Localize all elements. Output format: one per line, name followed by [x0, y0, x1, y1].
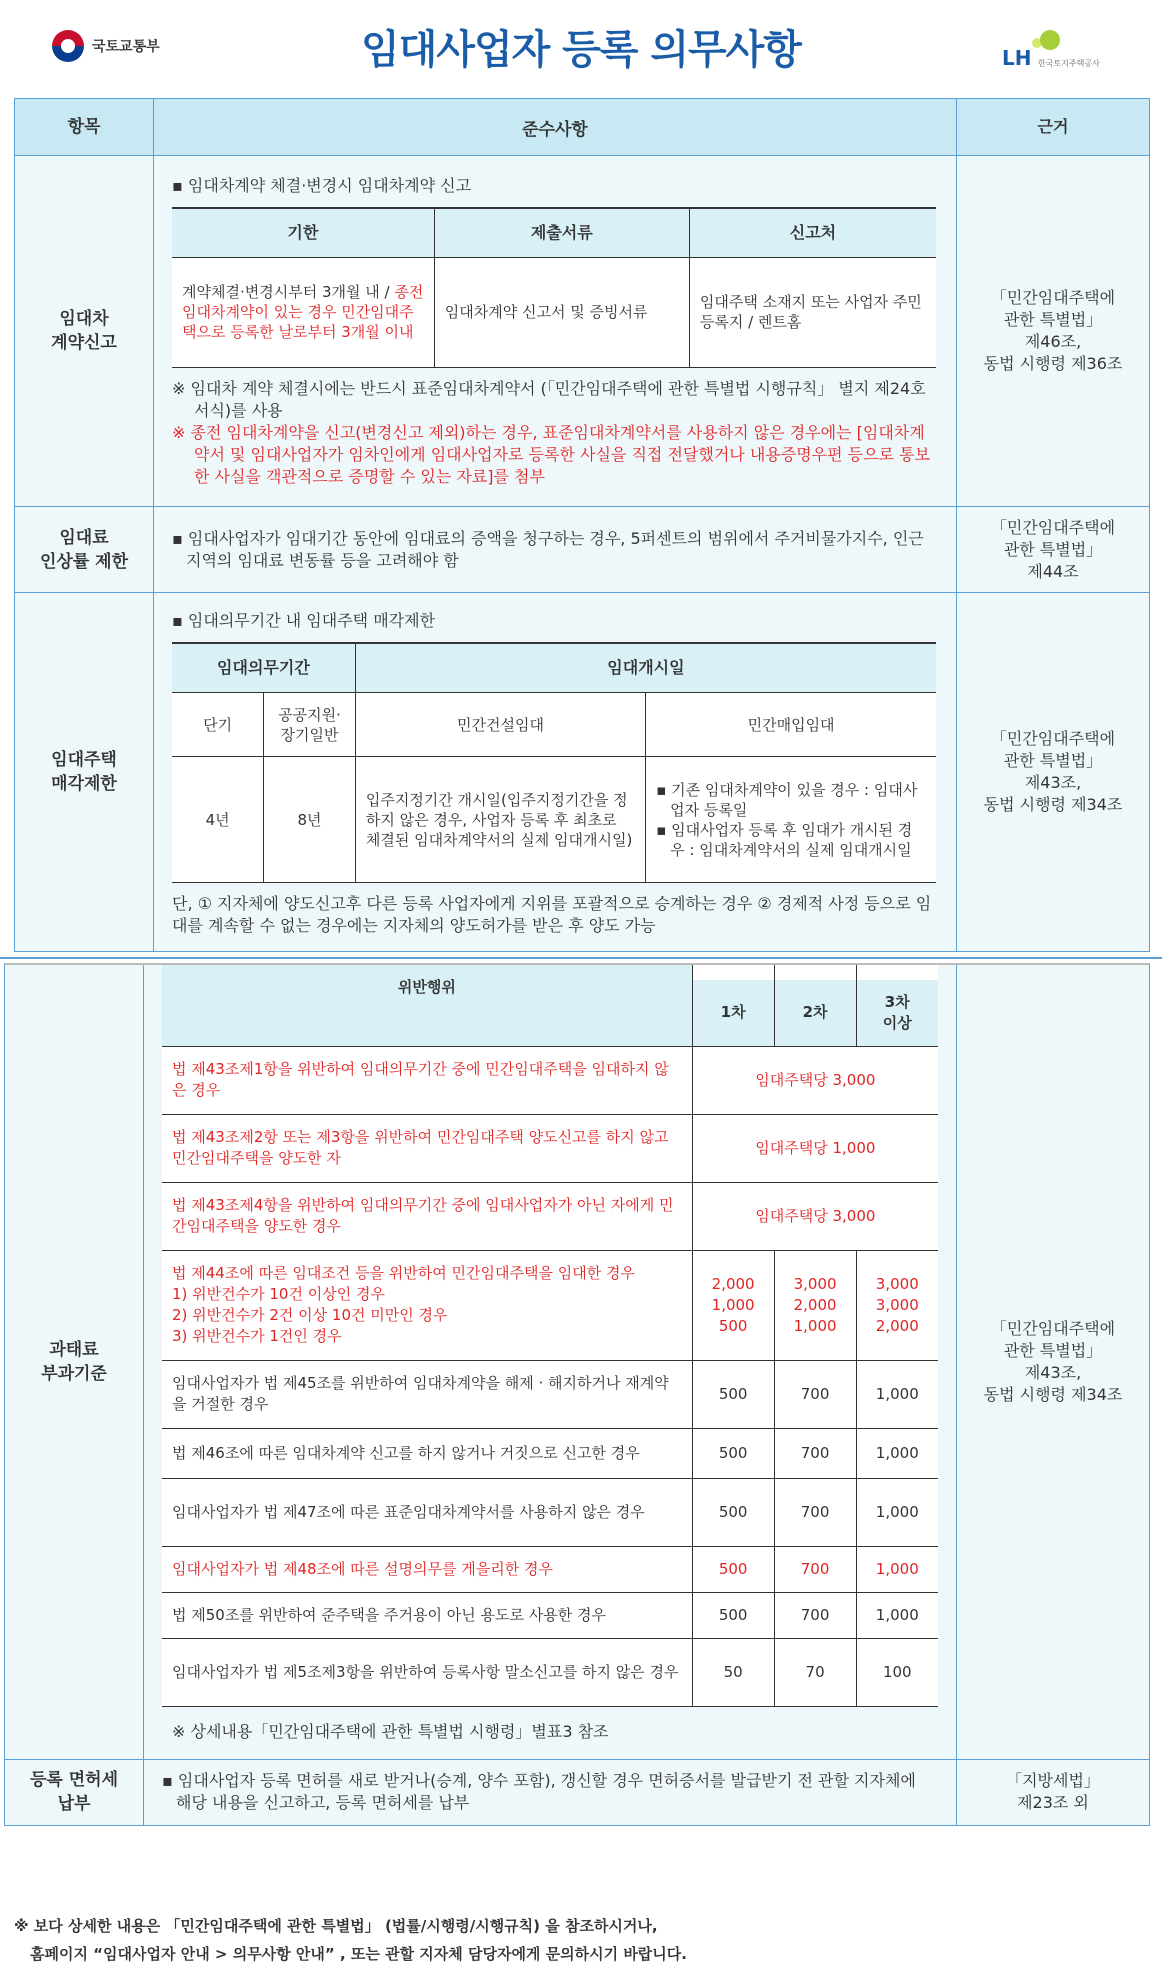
fine-row-merged: 임대주택당 3,000 [692, 1182, 938, 1250]
fine-row [162, 1478, 938, 1546]
fine-row-merged: 임대주택당 3,000 [692, 1046, 938, 1114]
fine-row [162, 1546, 938, 1592]
fine-row-text: 법 제43조제1항을 위반하여 임대의무기간 중에 민간임대주택을 임대하지 않은 경우 [162, 1046, 692, 1114]
lease-report-subtable [172, 207, 936, 368]
fine-row-text: 임대사업자가 법 제48조에 따른 설명의무를 게을리한 경우 [162, 1546, 692, 1592]
fine-row-text: 법 제50조를 위반하여 준주택을 주거용이 아닌 용도로 사용한 경우 [162, 1592, 692, 1638]
fine-row [162, 1046, 938, 1114]
item-fine-criteria: 과태료 부과기준 [5, 965, 144, 1759]
fine-row-2nd: 700 [774, 1592, 856, 1638]
col-header-compliance: 준수사항 [154, 99, 957, 156]
fine-row-1st: 500 [692, 1478, 774, 1546]
fine-row [162, 1182, 938, 1250]
fine-row [162, 1638, 938, 1706]
row-fine-criteria [5, 965, 1149, 1759]
fine-row-3rd: 3,000 3,000 2,000 [856, 1250, 938, 1360]
fine-row [162, 1114, 938, 1182]
item-rent-increase: 임대료 인상률 제한 [15, 507, 154, 593]
deadline-cell: 계약체결·변경시부터 3개월 내 / 종전임대차계약이 있는 경우 민간임대주택으로 등록한 날로부터 3개월 이내 [172, 257, 434, 367]
footer-line-2: 홈페이지 “임대사업자 안내 > 의무사항 안내” , 또는 관할 지자체 담당자에게 문의하시기 바랍니다. [30, 1945, 687, 1963]
fine-header-1st: 1차 [692, 980, 774, 1046]
sub-header-office: 신고처 [689, 208, 936, 258]
fine-row [162, 1428, 938, 1478]
rent-increase-bullet: ▪ 임대사업자가 임대기간 동안에 임대료의 증액을 청구하는 경우, 5퍼센트의 범위에서 주거비물가지수, 인근 지역의 임대료 변동률 등을 고려해야 함 [172, 528, 924, 570]
fine-row-1st: 2,000 1,000 500 [692, 1250, 774, 1360]
sub-header-build: 민간건설임대 [355, 693, 645, 757]
basis-lease-report: 「민간임대주택에 관한 특별법」 제46조, 동법 시행령 제36조 [957, 156, 1150, 507]
footer-notice [14, 1912, 687, 1968]
sub-header-buy: 민간매입임대 [646, 693, 936, 757]
lh-logo-text: LH [1002, 46, 1032, 70]
row-sale-restriction [15, 593, 1149, 951]
documents-cell: 임대차계약 신고서 및 증빙서류 [434, 257, 689, 367]
sub-header-short: 단기 [172, 693, 264, 757]
sub-header-deadline: 기한 [172, 208, 434, 258]
fine-row-1st: 500 [692, 1546, 774, 1592]
basis-sale-restriction: 「민간임대주택에 관한 특별법」 제43조, 동법 시행령 제34조 [957, 593, 1150, 951]
lh-logo-subtext: 한국토지주택공사 [1038, 59, 1100, 68]
basis-rent-increase: 「민간임대주택에 관한 특별법」 제44조 [957, 507, 1150, 593]
fine-row-3rd: 1,000 [856, 1592, 938, 1638]
fine-row-3rd: 1,000 [856, 1428, 938, 1478]
fine-row-text: 임대사업자가 법 제45조를 위반하여 임대차계약을 해제 · 해지하거나 재계약을 거절한 경우 [162, 1360, 692, 1428]
lease-report-note-2: ※ 종전 임대차계약을 신고(변경신고 제외)하는 경우, 표준임대차계약서를 사용하지 않은 경우에는 [임대차계약서 및 임대사업자가 임차인에게 임대사업자로 등록한 사실을 직접 전달했거나 내용증명우편 등으로 통보한 사실을 객관적으로 증명할 수 있는 자료]를 첨부 [172, 422, 931, 486]
fine-row-merged: 임대주택당 1,000 [692, 1114, 938, 1182]
basis-license-tax: 「지방세법」 제23조 외 [957, 1759, 1150, 1825]
row-lease-report [15, 156, 1149, 507]
fine-row-3rd: 100 [856, 1638, 938, 1706]
fine-row-2nd: 700 [774, 1546, 856, 1592]
sub-header-documents: 제출서류 [434, 208, 689, 258]
obligations-table-lower [4, 963, 1150, 1826]
fine-row [162, 1360, 938, 1428]
fine-row-2nd: 700 [774, 1478, 856, 1546]
sale-restriction-bullet: ▪ 임대의무기간 내 임대주택 매각제한 [172, 611, 436, 631]
fine-header-3rd: 3차 이상 [856, 980, 938, 1046]
lease-report-bullet: ▪ 임대차계약 체결·변경시 임대차계약 신고 [172, 175, 472, 195]
fine-row-3rd: 1,000 [856, 1360, 938, 1428]
fine-table [162, 965, 938, 1707]
fine-row-2nd: 700 [774, 1428, 856, 1478]
fine-row [162, 1250, 938, 1360]
lh-logo [1002, 28, 1112, 72]
period-public: 8년 [264, 757, 356, 883]
fine-row-text: 법 제46조에 따른 임대차계약 신고를 하지 않거나 거짓으로 신고한 경우 [162, 1428, 692, 1478]
fine-row-text: 법 제43조제2항 또는 제3항을 위반하여 민간임대주택 양도신고를 하지 않고 민간임대주택을 양도한 자 [162, 1114, 692, 1182]
page-title: 임대사업자 등록 의무사항 [361, 27, 801, 73]
start-buy: ▪ 기존 임대차계약이 있을 경우 : 임대사업자 등록일 ▪ 임대사업자 등록 후 임대가 개시된 경우 : 임대차계약서의 실제 임대개시일 [646, 757, 936, 883]
sub-header-public: 공공지원· 장기일반 [264, 693, 356, 757]
fine-row-text: 법 제43조제4항을 위반하여 임대의무기간 중에 임대사업자가 아닌 자에게 민간임대주택을 양도한 경우 [162, 1182, 692, 1250]
page-header [0, 0, 1162, 100]
sale-restriction-subtable [172, 642, 936, 883]
sub-header-start: 임대개시일 [355, 643, 936, 693]
fine-row-text: 임대사업자가 법 제5조제3항을 위반하여 등록사항 말소신고를 하지 않은 경우 [162, 1638, 692, 1706]
fine-row-1st: 500 [692, 1428, 774, 1478]
office-cell: 임대주택 소재지 또는 사업자 주민등록지 / 렌트홈 [689, 257, 936, 367]
col-header-item: 항목 [15, 99, 154, 156]
deadline-red-text: 종전임대차계약이 있는 경우 민간임대주택으로 등록한 날로부터 3개월 이내 [182, 283, 424, 341]
fine-row-text: 법 제44조에 따른 임대조건 등을 위반하여 민간임대주택을 임대한 경우 1) 위반건수가 10건 이상인 경우 2) 위반건수가 2건 이상 10건 미만인 경우 3) 위반건수가 1건인 경우 [162, 1250, 692, 1360]
basis-fine-criteria: 「민간임대주택에 관한 특별법」 제43조, 동법 시행령 제34조 [957, 965, 1150, 1759]
lease-report-note-1: ※ 임대차 계약 체결시에는 반드시 표준임대차계약서 (「민간임대주택에 관한 특별법 시행규칙」 별지 제24호 서식)를 사용 [172, 378, 926, 420]
fine-row-2nd: 3,000 2,000 1,000 [774, 1250, 856, 1360]
sub-header-period: 임대의무기간 [172, 643, 355, 693]
fine-row-3rd: 1,000 [856, 1478, 938, 1546]
start-build: 입주지정기간 개시일(입주지정기간을 정하지 않은 경우, 사업자 등록 후 최초로 체결된 임대차계약서의 실제 임대개시일) [355, 757, 645, 883]
fine-row-1st: 500 [692, 1360, 774, 1428]
fine-row [162, 1592, 938, 1638]
fine-header-2nd: 2차 [774, 980, 856, 1046]
item-lease-report: 임대차 계약신고 [15, 156, 154, 507]
obligations-table-upper [14, 98, 1150, 952]
fine-row-1st: 500 [692, 1592, 774, 1638]
fine-note: ※ 상세내용「민간임대주택에 관한 특별법 시행령」별표3 참조 [172, 1721, 609, 1741]
fine-row-3rd: 1,000 [856, 1546, 938, 1592]
fine-header-violation: 위반행위 [162, 965, 692, 1046]
row-rent-increase [15, 507, 1149, 593]
sale-restriction-note: 단, ① 지자체에 양도신고후 다른 등록 사업자에게 지위를 포괄적으로 승계하는 경우 ② 경제적 사정 등으로 임대를 계속할 수 없는 경우에는 지자체의 양도허가를 받은 후 양도 가능 [172, 894, 932, 936]
footer-line-1: ※ 보다 상세한 내용은 「민간임대주택에 관한 특별법」 (법률/시행령/시행규칙) 을 참조하시거나, [14, 1917, 658, 1935]
fine-row-2nd: 700 [774, 1360, 856, 1428]
item-license-tax: 등록 면허세 납부 [5, 1759, 144, 1825]
ministry-name: 국토교통부 [92, 39, 160, 55]
col-header-basis: 근거 [957, 99, 1150, 156]
row-license-tax [5, 1759, 1149, 1825]
period-short: 4년 [172, 757, 264, 883]
fine-row-1st: 50 [692, 1638, 774, 1706]
item-sale-restriction: 임대주택 매각제한 [15, 593, 154, 951]
fine-row-2nd: 70 [774, 1638, 856, 1706]
license-tax-bullet: ▪ 임대사업자 등록 면허를 새로 받거나(승계, 양수 포함), 갱신할 경우 면허증서를 발급받기 전 관할 지자체에 해당 내용을 신고하고, 등록 면허세를 납부 [162, 1771, 916, 1813]
fine-row-text: 임대사업자가 법 제47조에 따른 표준임대차계약서를 사용하지 않은 경우 [162, 1478, 692, 1546]
